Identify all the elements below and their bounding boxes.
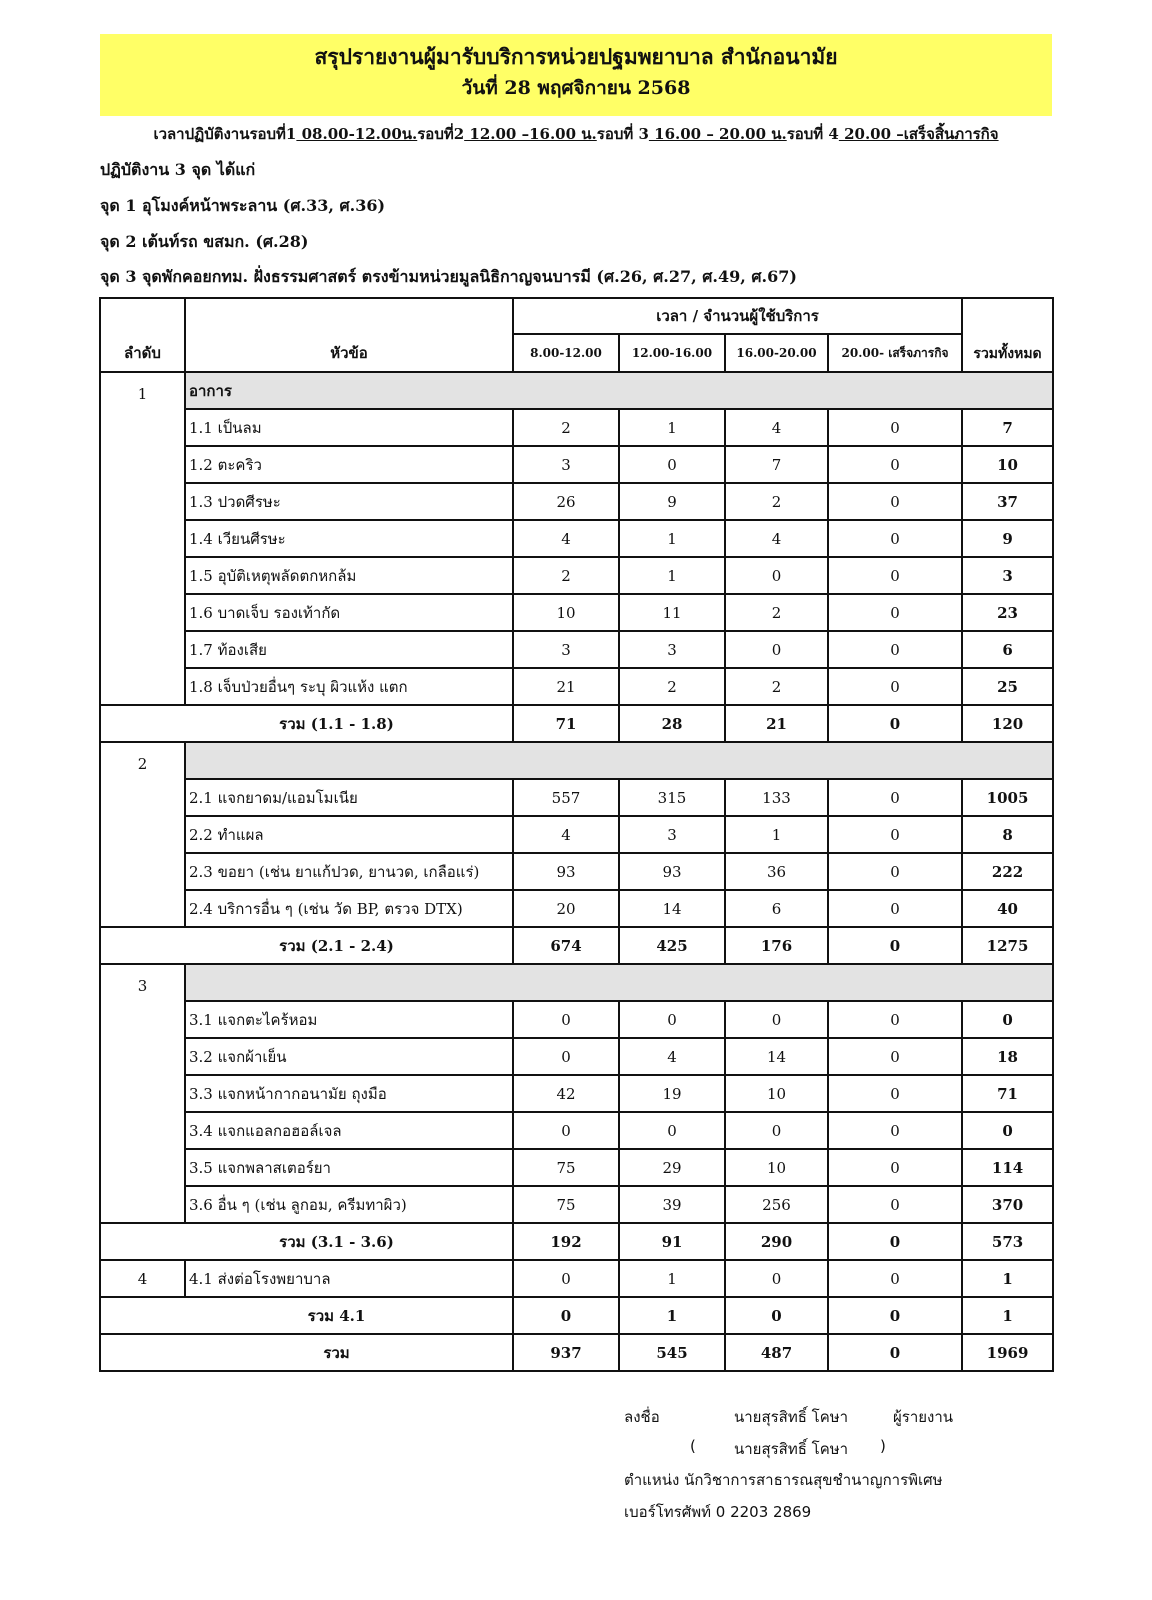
row-label: 3.4 แจกแอลกอฮอล์เจล (185, 1112, 513, 1149)
row-t3: 4 (725, 409, 828, 446)
table-row (100, 1001, 1053, 1038)
paren-open: ( (690, 1437, 696, 1455)
table-row (100, 1075, 1053, 1112)
row-label: 3.1 แจกตะไคร้หอม (185, 1001, 513, 1038)
section-heading (185, 742, 1053, 779)
header-t4: 20.00- เสร็จภารกิจ (828, 334, 962, 372)
row-label: 3.2 แจกผ้าเย็น (185, 1038, 513, 1075)
subtotal-t3: 176 (725, 927, 828, 964)
point-1: จุด 1 อุโมงค์หน้าพระลาน (ศ.33, ศ.36) (100, 196, 386, 215)
row-t1: 0 (513, 1112, 619, 1149)
row-total: 3 (962, 557, 1053, 594)
signer: นายสุรสิทธิ์ โคษา (734, 1408, 849, 1426)
row-label: 2.3 ขอยา (เช่น ยาแก้ปวด, ยานวด, เกลือแร่) (185, 853, 513, 890)
row-label: 1.3 ปวดศีรษะ (185, 483, 513, 520)
row-t3: 10 (725, 1075, 828, 1112)
subtotal-t2: 91 (619, 1223, 725, 1260)
row-t3: 0 (725, 1260, 828, 1297)
row-total: 40 (962, 890, 1053, 927)
row-t2: 9 (619, 483, 725, 520)
intro-line: ปฏิบัติงาน 3 จุด ได้แก่ (100, 160, 256, 179)
table-row (100, 816, 1053, 853)
subtotal-t2: 28 (619, 705, 725, 742)
signer-name: นายสุรสิทธิ์ โคษา (734, 1440, 849, 1458)
row-t1: 75 (513, 1186, 619, 1223)
row-total: 7 (962, 409, 1053, 446)
subtotal-total: 1275 (962, 927, 1053, 964)
row-total: 71 (962, 1075, 1053, 1112)
subtotal-label: รวม (2.1 - 2.4) (100, 927, 513, 964)
grand-t2: 545 (619, 1334, 725, 1371)
row-total: 23 (962, 594, 1053, 631)
row-t1: 0 (513, 1001, 619, 1038)
table-row (100, 853, 1053, 890)
row-total: 370 (962, 1186, 1053, 1223)
row-t3: 14 (725, 1038, 828, 1075)
header-t2: 12.00-16.00 (619, 334, 725, 372)
section-number: 4 (100, 1260, 185, 1297)
shift-2-time: 12.00 –16.00 น. (464, 125, 597, 143)
grand-t4: 0 (828, 1334, 962, 1371)
row-t3: 2 (725, 594, 828, 631)
row-t3: 133 (725, 779, 828, 816)
row-t2: 4 (619, 1038, 725, 1075)
report-table (99, 297, 1054, 1372)
row-label: 4.1 ส่งต่อโรงพยาบาล (185, 1260, 513, 1297)
row-t4: 0 (828, 446, 962, 483)
row-t3: 0 (725, 557, 828, 594)
table-row (100, 1149, 1053, 1186)
row-t1: 20 (513, 890, 619, 927)
row-t4: 0 (828, 668, 962, 705)
row-t2: 19 (619, 1075, 725, 1112)
row-t2: 1 (619, 520, 725, 557)
row-t3: 1 (725, 816, 828, 853)
row-t1: 93 (513, 853, 619, 890)
row-total: 0 (962, 1001, 1053, 1038)
point-2: จุด 2 เต้นท์รถ ขสมก. (ศ.28) (100, 232, 309, 251)
row-t1: 4 (513, 816, 619, 853)
section-number: 2 (100, 742, 185, 927)
row-t3: 36 (725, 853, 828, 890)
row-t4: 0 (828, 1260, 962, 1297)
subtotal-row (100, 705, 1053, 742)
row-t3: 0 (725, 1001, 828, 1038)
row-t4: 0 (828, 409, 962, 446)
row-t1: 3 (513, 631, 619, 668)
header-total: รวมทั้งหมด (962, 298, 1053, 372)
row-t2: 315 (619, 779, 725, 816)
row-t2: 3 (619, 631, 725, 668)
row-total: 114 (962, 1149, 1053, 1186)
row-total: 37 (962, 483, 1053, 520)
row-t2: 14 (619, 890, 725, 927)
subtotal-total: 573 (962, 1223, 1053, 1260)
table-row (100, 409, 1053, 446)
row-total: 222 (962, 853, 1053, 890)
section-number: 3 (100, 964, 185, 1223)
row-t2: 1 (619, 1260, 725, 1297)
subtotal-total: 120 (962, 705, 1053, 742)
header-topic: หัวข้อ (185, 298, 513, 372)
header-no: ลำดับ (100, 298, 185, 372)
table-row (100, 520, 1053, 557)
header-time-group: เวลา / จำนวนผู้ใช้บริการ (513, 298, 962, 334)
row-t2: 0 (619, 1112, 725, 1149)
row-label: 1.1 เป็นลม (185, 409, 513, 446)
subtotal-t1: 71 (513, 705, 619, 742)
row-t1: 2 (513, 557, 619, 594)
row-t4: 0 (828, 853, 962, 890)
point-3: จุด 3 จุดพักคอยกทม. ฝั่งธรรมศาสตร์ ตรงข้ามหน่วยมูลนิธิกาญจนบารมี (ศ.26, ศ.27, ศ.49, ศ.67) (100, 267, 797, 286)
row-t4: 0 (828, 1038, 962, 1075)
row-t4: 0 (828, 483, 962, 520)
row-t4: 0 (828, 1112, 962, 1149)
table-row (100, 1260, 1053, 1297)
row-t1: 3 (513, 446, 619, 483)
row-total: 1005 (962, 779, 1053, 816)
table-row (100, 668, 1053, 705)
row-t3: 0 (725, 1112, 828, 1149)
report-title: สรุปรายงานผู้มารับบริการหน่วยปฐมพยาบาล สำนักอนามัย (314, 44, 838, 69)
shift-1-time: 08.00-12.00น. (296, 125, 418, 143)
row-label: 1.2 ตะคริว (185, 446, 513, 483)
row-total: 9 (962, 520, 1053, 557)
row-total: 1 (962, 1260, 1053, 1297)
shift-4-time: 20.00 –เสร็จสิ้นภารกิจ (838, 125, 999, 143)
row-t4: 0 (828, 890, 962, 927)
paren-close: ) (880, 1437, 886, 1455)
row-t4: 0 (828, 779, 962, 816)
row-t3: 2 (725, 483, 828, 520)
subtotal-t1: 0 (513, 1297, 619, 1334)
section-heading: อาการ (185, 372, 1053, 409)
phone: เบอร์โทรศัพท์ 0 2203 2869 (624, 1503, 812, 1521)
grand-t3: 487 (725, 1334, 828, 1371)
row-t3: 6 (725, 890, 828, 927)
grand-total-row (100, 1334, 1053, 1371)
shift-4-label: รอบที่ 4 (786, 125, 839, 143)
row-t4: 0 (828, 1149, 962, 1186)
reporter-role: ผู้รายงาน (893, 1408, 954, 1426)
row-t2: 39 (619, 1186, 725, 1223)
row-t4: 0 (828, 1075, 962, 1112)
subtotal-label: รวม 4.1 (100, 1297, 513, 1334)
subtotal-total: 1 (962, 1297, 1053, 1334)
table-row (100, 631, 1053, 668)
row-label: 1.8 เจ็บป่วยอื่นๆ ระบุ ผิวแห้ง แตก (185, 668, 513, 705)
table-row (100, 1112, 1053, 1149)
row-t1: 21 (513, 668, 619, 705)
row-t1: 557 (513, 779, 619, 816)
table-row (100, 483, 1053, 520)
row-t2: 93 (619, 853, 725, 890)
subtotal-row (100, 1223, 1053, 1260)
section-number: 1 (100, 372, 185, 705)
table-row (100, 1038, 1053, 1075)
row-t2: 11 (619, 594, 725, 631)
row-total: 18 (962, 1038, 1053, 1075)
section-heading-row (100, 742, 1053, 779)
row-label: 1.5 อุบัติเหตุพลัดตกหกล้ม (185, 557, 513, 594)
table-row (100, 446, 1053, 483)
row-t1: 4 (513, 520, 619, 557)
row-t4: 0 (828, 816, 962, 853)
report-title-box (100, 34, 1052, 116)
row-t2: 0 (619, 1001, 725, 1038)
subtotal-t4: 0 (828, 927, 962, 964)
shift-3-time: 16.00 – 20.00 น. (648, 125, 787, 143)
row-t1: 10 (513, 594, 619, 631)
row-t4: 0 (828, 1001, 962, 1038)
row-label: 3.6 อื่น ๆ (เช่น ลูกอม, ครีมทาผิว) (185, 1186, 513, 1223)
table-row (100, 1186, 1053, 1223)
row-label: 2.4 บริการอื่น ๆ (เช่น วัด BP, ตรวจ DTX) (185, 890, 513, 927)
row-total: 8 (962, 816, 1053, 853)
table-row (100, 594, 1053, 631)
shift-2-label: รอบที่2 (417, 125, 465, 143)
table-row (100, 557, 1053, 594)
position: ตำแหน่ง นักวิชาการสาธารณสุขชำนาญการพิเศษ (624, 1471, 943, 1489)
row-label: 1.6 บาดเจ็บ รองเท้ากัด (185, 594, 513, 631)
row-t3: 7 (725, 446, 828, 483)
subtotal-t2: 425 (619, 927, 725, 964)
row-t4: 0 (828, 594, 962, 631)
table-row (100, 890, 1053, 927)
row-total: 25 (962, 668, 1053, 705)
row-t1: 0 (513, 1038, 619, 1075)
row-label: 3.3 แจกหน้ากากอนามัย ถุงมือ (185, 1075, 513, 1112)
row-total: 0 (962, 1112, 1053, 1149)
row-t4: 0 (828, 1186, 962, 1223)
shift-times (100, 122, 1052, 146)
row-total: 6 (962, 631, 1053, 668)
shift-3-label: รอบที่ 3 (596, 125, 649, 143)
subtotal-t4: 0 (828, 705, 962, 742)
grand-t1: 937 (513, 1334, 619, 1371)
subtotal-label: รวม (1.1 - 1.8) (100, 705, 513, 742)
subtotal-t1: 674 (513, 927, 619, 964)
row-t2: 1 (619, 557, 725, 594)
subtotal-t1: 192 (513, 1223, 619, 1260)
subtotal-t3: 0 (725, 1297, 828, 1334)
row-t3: 10 (725, 1149, 828, 1186)
row-t2: 2 (619, 668, 725, 705)
row-total: 10 (962, 446, 1053, 483)
row-t3: 2 (725, 668, 828, 705)
row-t1: 75 (513, 1149, 619, 1186)
row-t2: 3 (619, 816, 725, 853)
row-t4: 0 (828, 520, 962, 557)
grand-total-label: รวม (100, 1334, 513, 1371)
row-t1: 26 (513, 483, 619, 520)
subtotal-t3: 290 (725, 1223, 828, 1260)
row-t3: 0 (725, 631, 828, 668)
row-t1: 2 (513, 409, 619, 446)
row-t4: 0 (828, 631, 962, 668)
subtotal-row (100, 927, 1053, 964)
row-t1: 42 (513, 1075, 619, 1112)
sign-label: ลงชื่อ (624, 1408, 660, 1426)
row-t4: 0 (828, 557, 962, 594)
section-heading-row (100, 964, 1053, 1001)
row-label: 2.2 ทำแผล (185, 816, 513, 853)
row-t2: 29 (619, 1149, 725, 1186)
subtotal-label: รวม (3.1 - 3.6) (100, 1223, 513, 1260)
subtotal-t3: 21 (725, 705, 828, 742)
row-t2: 0 (619, 446, 725, 483)
report-date: วันที่ 28 พฤศจิกายน 2568 (461, 77, 691, 99)
row-t3: 4 (725, 520, 828, 557)
header-t1: 8.00-12.00 (513, 334, 619, 372)
header-t3: 16.00-20.00 (725, 334, 828, 372)
section-heading-row (100, 372, 1053, 409)
subtotal-t4: 0 (828, 1223, 962, 1260)
row-t1: 0 (513, 1260, 619, 1297)
table-row (100, 779, 1053, 816)
subtotal-t4: 0 (828, 1297, 962, 1334)
row-label: 1.7 ท้องเสีย (185, 631, 513, 668)
subtotal-row (100, 1297, 1053, 1334)
section-heading (185, 964, 1053, 1001)
grand-total: 1969 (962, 1334, 1053, 1371)
row-label: 2.1 แจกยาดม/แอมโมเนีย (185, 779, 513, 816)
subtotal-t2: 1 (619, 1297, 725, 1334)
row-t2: 1 (619, 409, 725, 446)
row-label: 3.5 แจกพลาสเตอร์ยา (185, 1149, 513, 1186)
shift-1-label: เวลาปฏิบัติงานรอบที่1 (153, 125, 297, 143)
row-label: 1.4 เวียนศีรษะ (185, 520, 513, 557)
row-t3: 256 (725, 1186, 828, 1223)
